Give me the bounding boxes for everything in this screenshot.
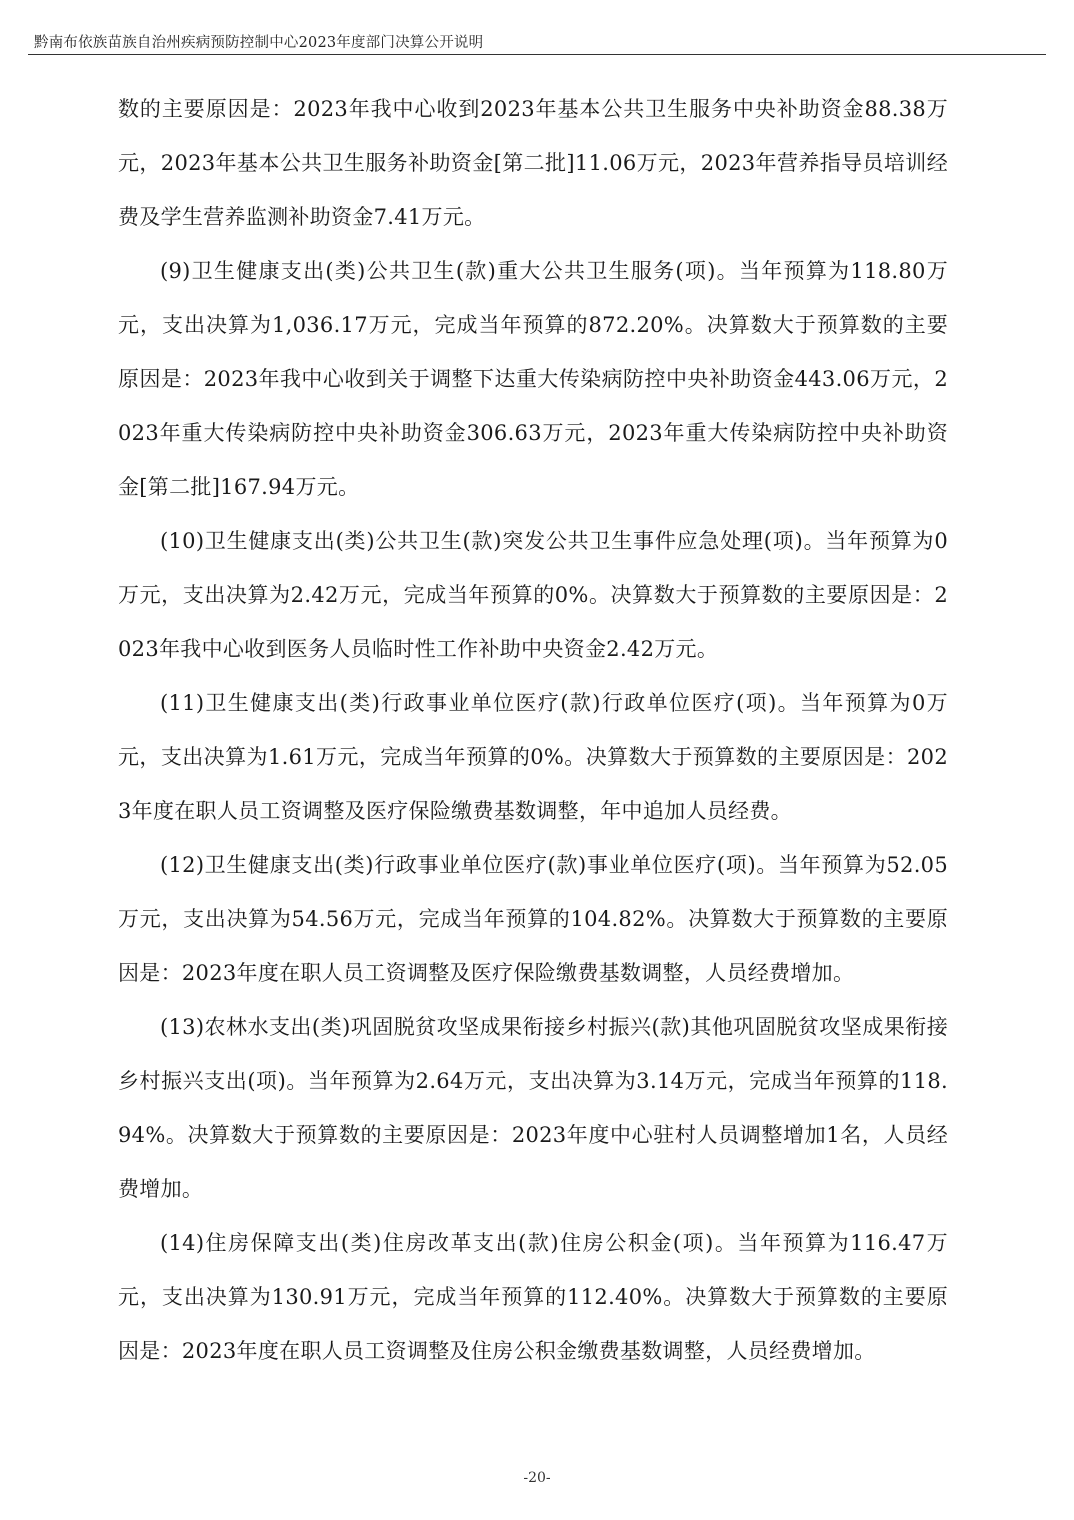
paragraph-item-10: (10)卫生健康支出(类)公共卫生(款)突发公共卫生事件应急处理(项)。当年预算为0万元，支出决算为2.42万元，完成当年预算的0%。决算数大于预算数的主要原因是：2023年我中心收到医务人员临时性工作补助中央资金2.42万元。 — [118, 529, 948, 661]
header-title: 黔南布依族苗族自治州疾病预防控制中心2023年度部门决算公开说明 — [34, 35, 484, 51]
paragraph-item-13: (13)农林水支出(类)巩固脱贫攻坚成果衔接乡村振兴(款)其他巩固脱贫攻坚成果衔接乡村振兴支出(项)。当年预算为2.64万元，支出决算为3.14万元，完成当年预算的118.94%。决算数大于预算数的主要原因是：2023年度中心驻村人员调整增加1名，人员经费增加。 — [118, 1015, 948, 1201]
page-header — [28, 28, 1046, 55]
paragraph-item-11: (11)卫生健康支出(类)行政事业单位医疗(款)行政单位医疗(项)。当年预算为0万元，支出决算为1.61万元，完成当年预算的0%。决算数大于预算数的主要原因是：2023年度在职人员工资调整及医疗保险缴费基数调整，年中追加人员经费。 — [118, 691, 948, 823]
paragraph-item-9: (9)卫生健康支出(类)公共卫生(款)重大公共卫生服务(项)。当年预算为118.80万元，支出决算为1,036.17万元，完成当年预算的872.20%。决算数大于预算数的主要原因是：2023年我中心收到关于调整下达重大传染病防控中央补助资金443.06万元，2023年重大传染病防控中央补助资金306.63万元，2023年重大传染病防控中央补助资金[第二批]167.94万元。 — [118, 259, 948, 499]
paragraph-item-12: (12)卫生健康支出(类)行政事业单位医疗(款)事业单位医疗(项)。当年预算为52.05万元，支出决算为54.56万元，完成当年预算的104.82%。决算数大于预算数的主要原因是：2023年度在职人员工资调整及医疗保险缴费基数调整，人员经费增加。 — [118, 853, 948, 985]
document-body — [118, 82, 948, 1378]
paragraph-continuation: 数的主要原因是：2023年我中心收到2023年基本公共卫生服务中央补助资金88.38万元，2023年基本公共卫生服务补助资金[第二批]11.06万元，2023年营养指导员培训经费及学生营养监测补助资金7.41万元。 — [118, 97, 948, 229]
paragraph-item-14: (14)住房保障支出(类)住房改革支出(款)住房公积金(项)。当年预算为116.47万元，支出决算为130.91万元，完成当年预算的112.40%。决算数大于预算数的主要原因是：2023年度在职人员工资调整及住房公积金缴费基数调整，人员经费增加。 — [118, 1231, 948, 1363]
page-number: -20- — [523, 1470, 551, 1486]
